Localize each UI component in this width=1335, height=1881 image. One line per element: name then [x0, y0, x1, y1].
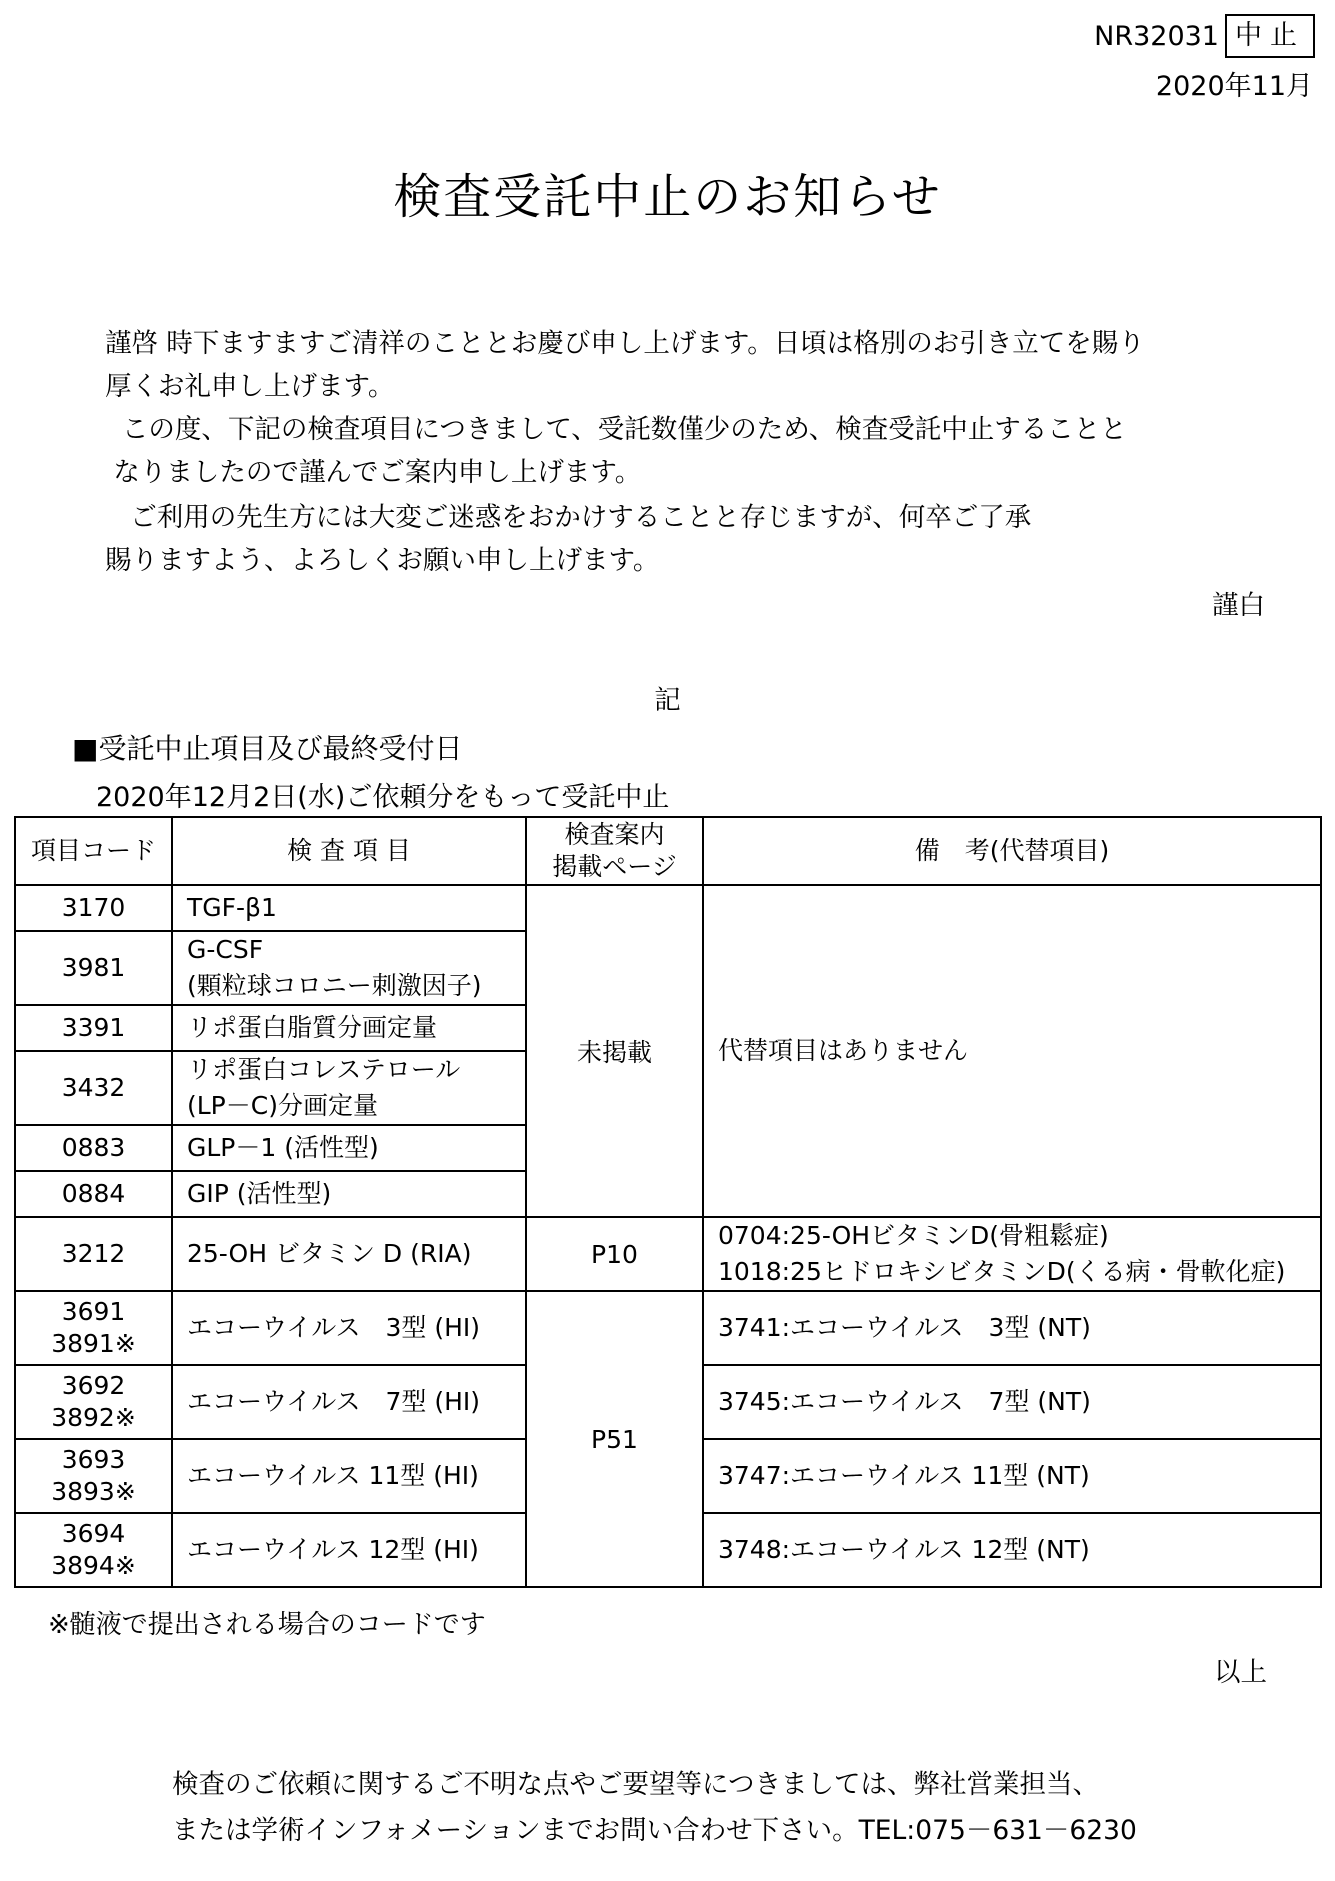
note-cell	[703, 1217, 1321, 1291]
item-code: 0883	[15, 1125, 172, 1171]
note-line-2: 1018:25ヒドロキシビタミンD(くる病・骨軟化症)	[718, 1257, 1286, 1286]
contact-info	[172, 1762, 1312, 1854]
item-code-line-2: 3894※	[51, 1551, 136, 1580]
ki-mark: 記	[654, 685, 681, 716]
item-code	[15, 1439, 172, 1513]
page-cell: 未掲載	[526, 885, 703, 1217]
item-code	[15, 1513, 172, 1587]
item-name	[172, 931, 526, 1005]
item-name: GLP－1 (活性型)	[172, 1125, 526, 1171]
item-name: エコーウイルス 7型 (HI)	[172, 1365, 526, 1439]
item-code: 3391	[15, 1005, 172, 1051]
paragraph-1-line-2: 厚くお礼申し上げます。	[105, 371, 395, 402]
item-code	[15, 1291, 172, 1365]
header-note: 備 考(代替項目)	[703, 817, 1321, 885]
header-code: 項目コード	[15, 817, 172, 885]
item-name-line-2: (LP－C)分画定量	[187, 1091, 378, 1120]
paragraph-2-line-2: なりましたので謹んでご案内申し上げます。	[105, 457, 642, 488]
item-code-line-1: 3694	[61, 1519, 126, 1548]
document-number-text: NR32031	[1094, 20, 1219, 52]
page-title: 検査受託中止のお知らせ	[393, 169, 942, 225]
footnote: ※髄液で提出される場合のコードです	[48, 1610, 486, 1640]
table-row	[15, 1291, 1321, 1365]
note-cell: 3745:エコーウイルス 7型 (NT)	[703, 1365, 1321, 1439]
item-code-line-1: 3693	[61, 1445, 126, 1474]
item-code-line-2: 3893※	[51, 1477, 136, 1506]
item-code-line-1: 3692	[61, 1371, 126, 1400]
table-row	[15, 1217, 1321, 1291]
issue-date: 2020年11月	[1155, 71, 1313, 102]
note-cell: 3747:エコーウイルス 11型 (NT)	[703, 1439, 1321, 1513]
paragraph-2	[105, 408, 1255, 494]
paragraph-2-line-1: この度、下記の検査項目につきまして、受託数僅少のため、検査受託中止することと	[105, 414, 1127, 445]
header-page-line-1: 検査案内	[564, 820, 665, 849]
item-code: 3981	[15, 931, 172, 1005]
note-cell: 代替項目はありません	[703, 885, 1321, 1217]
item-code: 0884	[15, 1171, 172, 1217]
item-code: 3212	[15, 1217, 172, 1291]
closing-word: 謹白	[1212, 590, 1265, 621]
item-code-line-2: 3891※	[51, 1329, 136, 1358]
item-code-line-2: 3892※	[51, 1403, 136, 1432]
page-cell: P10	[526, 1217, 703, 1291]
item-name: エコーウイルス 3型 (HI)	[172, 1291, 526, 1365]
discontinued-items-table	[14, 816, 1322, 1588]
ijo-mark: 以上	[1214, 1657, 1267, 1688]
contact-line-1: 検査のご依頼に関するご不明な点やご要望等につきましては、弊社営業担当、	[172, 1769, 1099, 1800]
item-name: TGF-β1	[172, 885, 526, 931]
item-code: 3432	[15, 1051, 172, 1125]
item-name: エコーウイルス 12型 (HI)	[172, 1513, 526, 1587]
paragraph-3-line-2: 賜りますよう、よろしくお願い申し上げます。	[105, 545, 660, 576]
item-name: GIP (活性型)	[172, 1171, 526, 1217]
document-number	[1094, 14, 1315, 58]
item-code: 3170	[15, 885, 172, 931]
header-page	[526, 817, 703, 885]
item-name-line-1: G-CSF	[187, 935, 264, 964]
header-item: 検 査 項 目	[172, 817, 526, 885]
note-cell: 3748:エコーウイルス 12型 (NT)	[703, 1513, 1321, 1587]
section-heading: ■受託中止項目及び最終受付日	[72, 732, 463, 765]
item-name: リポ蛋白脂質分画定量	[172, 1005, 526, 1051]
note-cell: 3741:エコーウイルス 3型 (NT)	[703, 1291, 1321, 1365]
item-name: 25-OH ビタミン D (RIA)	[172, 1217, 526, 1291]
paragraph-3-line-1: ご利用の先生方には大変ご迷惑をおかけすることと存じますが、何卒ご了承	[105, 502, 1032, 533]
paragraph-3	[105, 496, 1255, 582]
item-name: エコーウイルス 11型 (HI)	[172, 1439, 526, 1513]
item-code	[15, 1365, 172, 1439]
section-subheading: 2020年12月2日(水)ご依頼分をもって受託中止	[96, 782, 670, 813]
paragraph-1	[105, 322, 1255, 408]
status-stamp: 中止	[1225, 14, 1315, 58]
item-code-line-1: 3691	[61, 1297, 126, 1326]
item-name-line-2: (顆粒球コロニー刺激因子)	[187, 971, 482, 1000]
page-cell: P51	[526, 1291, 703, 1587]
paragraph-1-line-1: 謹啓 時下ますますご清祥のこととお慶び申し上げます。日頃は格別のお引き立てを賜り	[105, 328, 1145, 359]
item-name-line-1: リポ蛋白コレステロール	[187, 1055, 461, 1084]
header-page-line-2: 掲載ページ	[552, 852, 677, 881]
table-row	[15, 885, 1321, 931]
item-name	[172, 1051, 526, 1125]
note-line-1: 0704:25-OHビタミンD(骨粗鬆症)	[718, 1221, 1109, 1250]
contact-line-2: または学術インフォメーションまでお問い合わせ下さい。TEL:075－631－6230	[172, 1815, 1137, 1846]
